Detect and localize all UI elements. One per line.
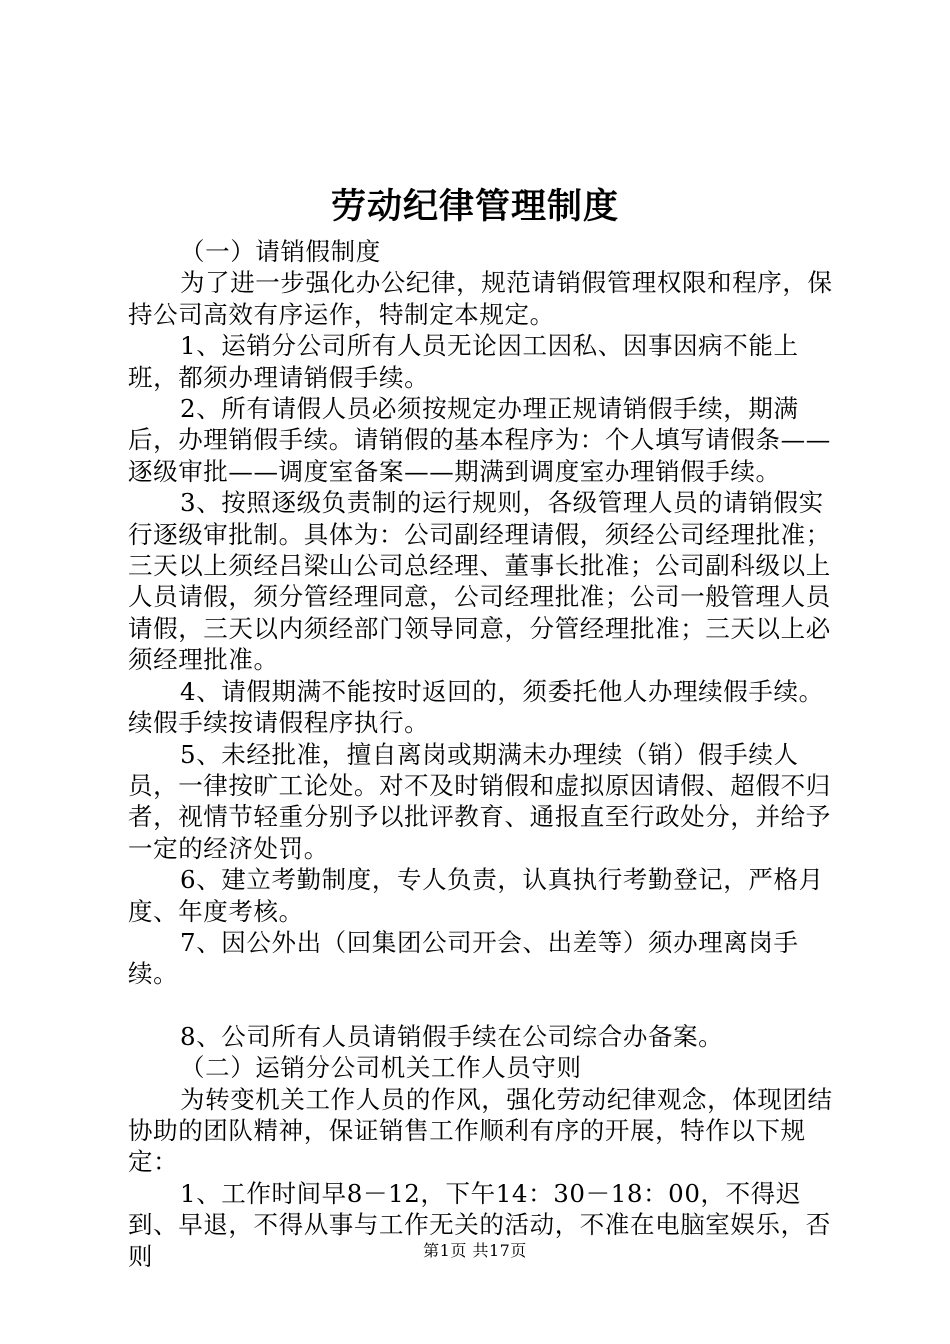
paragraph-item-7: 7、因公外出（回集团公司开会、出差等）须办理离岗手续。: [128, 927, 799, 989]
paragraph-item-8: 8、公司所有人员请销假手续在公司综合办备案。: [180, 1021, 724, 1051]
paragraph-intro-1: 为了进一步强化办公纪律，规范请销假管理权限和程序，保持公司高效有序运作，特制定本规定。: [128, 268, 833, 329]
section-heading-2: （二）运销分公司机关工作人员守则: [180, 1053, 582, 1083]
paragraph-item-6: 6、建立考勤制度，专人负责，认真执行考勤登记，严格月度、年度考核。: [128, 865, 824, 926]
paragraph-item-3: 3、按照逐级负责制的运行规则，各级管理人员的请销假实行逐级审批制。具体为：公司副经理请假，须经公司经理批准；三天以上须经吕梁山公司总经理、董事长批准；公司副科级以上人员请假，须分管经理同意，公司经理批准；公司一般管理人员请假，三天以内须经部门领导同意，分管经理批准；三天以上必须经理批准。: [128, 488, 831, 675]
paragraph-rule-1: 1、工作时间早8－12，下午14：30－18：00，不得迟到、早退，不得从事与工作无关的活动，不准在电脑室娱乐，否则: [128, 1178, 831, 1271]
paragraph-intro-2: 为转变机关工作人员的作风，强化劳动纪律观念，体现团结协助的团队精神，保证销售工作顺利有序的开展，特作以下规定：: [128, 1084, 833, 1177]
paragraph-item-4: 4、请假期满不能按时返回的，须委托他人办理续假手续。续假手续按请假程序执行。: [128, 676, 824, 738]
paragraph-item-1: 1、运销分公司所有人员无论因工因私、因事因病不能上班，都须办理请销假手续。: [128, 331, 799, 392]
document-title: 劳动纪律管理制度: [330, 186, 619, 227]
blank-line: [128, 990, 840, 1021]
section-heading-1: （一）请销假制度: [180, 237, 381, 266]
document-body: [128, 236, 840, 1272]
paragraph-item-5: 5、未经批准，擅自离岗或期满未办理续（销）假手续人员，一律按旷工论处。对不及时销假和虚拟原因请假、超假不归者，视情节轻重分别予以批评教育、通报直至行政处分，并给予一定的经济处罚。: [128, 739, 831, 863]
paragraph-item-2: 2、所有请假人员必须按规定办理正规请销假手续，期满后，办理销假手续。请销假的基本程序为：个人填写请假条——逐级审批——调度室备案——期满到调度室办理销假手续。: [128, 394, 831, 486]
page-footer: 第1页 共17页: [423, 1241, 527, 1260]
